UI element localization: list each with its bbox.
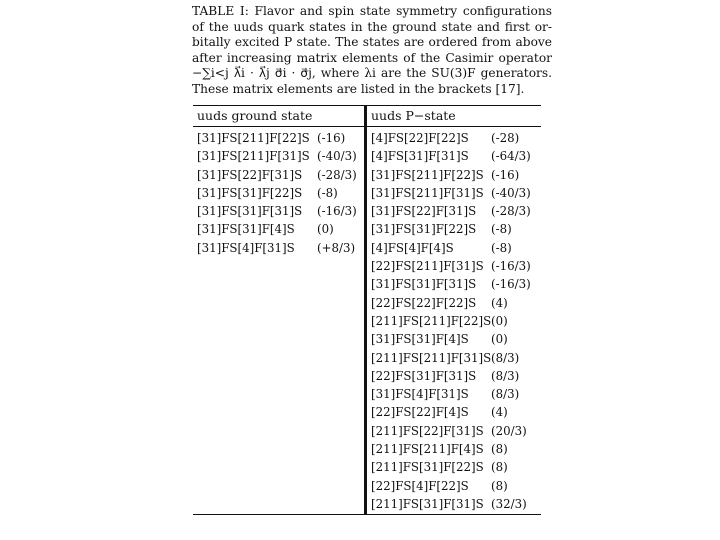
casimir-value: (-28) [491,131,520,145]
state-configuration: [211]FS[211]F[22]S [371,313,492,328]
state-configuration: [31]FS[22]F[31]S [197,167,303,182]
p-state-row [371,202,541,220]
state-configuration: [31]FS[31]F[31]S [371,277,477,292]
casimir-value: (0) [317,222,334,237]
casimir-value: (-16) [491,167,520,182]
table-header-rule [193,126,541,127]
p-state-row [371,239,541,257]
casimir-value: (32/3) [491,496,527,511]
casimir-value: (8) [491,442,508,457]
state-configuration: [31]FS[31]F[4]S [197,222,295,237]
casimir-value: (-40/3) [317,149,357,164]
casimir-value: (8) [491,460,508,475]
state-configuration: [211]FS[211]F[31]S [371,350,492,365]
caption-line-3: bitally excited P state. The states are ordered from above [192,35,552,50]
p-state-row [371,403,541,421]
casimir-value: (8/3) [491,368,520,383]
p-state-row [371,312,541,330]
p-state-row [371,367,541,385]
p-state-row [371,495,541,513]
p-state-column [371,129,541,513]
casimir-value: (-8) [317,185,338,200]
state-configuration: [31]FS[4]F[31]S [197,240,295,255]
ground-state-row [197,184,363,202]
casimir-value: (-8) [491,240,512,255]
state-configuration: [31]FS[31]F[31]S [197,204,303,219]
state-configuration: [211]FS[22]F[31]S [371,423,484,438]
state-configuration: [31]FS[211]F[31]S [371,185,484,200]
p-state-row [371,184,541,202]
state-configuration: [22]FS[22]F[22]S [371,295,477,310]
casimir-value: (8/3) [491,350,520,365]
casimir-value: (4) [491,405,508,420]
state-configuration: [22]FS[22]F[4]S [371,405,469,420]
ground-state-row [197,202,363,220]
state-configuration: [31]FS[4]F[31]S [371,387,469,402]
p-state-row [371,349,541,367]
casimir-value: (-16/3) [491,277,531,292]
ground-state-column [197,129,363,257]
state-configuration: [4]FS[22]F[22]S [371,131,469,145]
casimir-value: (-16) [317,131,346,145]
header-p-state: uuds P−state [371,108,456,123]
casimir-value: (-28/3) [317,167,357,182]
p-state-row [371,147,541,165]
state-configuration: [31]FS[22]F[31]S [371,204,477,219]
casimir-value: (4) [491,295,508,310]
p-state-row [371,129,541,147]
casimir-value: (-16/3) [317,204,357,219]
casimir-value: (-64/3) [491,149,531,164]
ground-state-row [197,129,363,147]
casimir-value: (20/3) [491,423,527,438]
casimir-value: (0) [491,313,508,328]
ground-state-row [197,147,363,165]
state-configuration: [211]FS[31]F[31]S [371,496,484,511]
p-state-row [371,477,541,495]
caption-line-1: TABLE I: Flavor and spin state symmetry configurations [192,4,552,18]
table-top-rule [193,105,541,106]
header-ground-state: uuds ground state [197,108,313,123]
state-configuration: [211]FS[31]F[22]S [371,460,484,475]
p-state-row [371,440,541,458]
caption-line-5: −∑i<j λ⃗i · λ⃗j σ⃗i · σ⃗j, where λi are the SU(3)F generators. [192,66,552,81]
state-configuration: [22]FS[211]F[31]S [371,259,484,274]
caption-line-2: of the uuds quark states in the ground state and first or- [192,19,552,34]
state-configuration: [4]FS[31]F[31]S [371,149,469,164]
casimir-value: (-16/3) [491,259,531,274]
p-state-row [371,166,541,184]
ground-state-row [197,239,363,257]
state-configuration: [31]FS[211]F[31]S [197,149,310,164]
caption-line-4: after increasing matrix elements of the Casimir operator [192,50,552,65]
casimir-value: (-40/3) [491,185,531,200]
ground-state-row [197,220,363,238]
state-configuration: [31]FS[211]F[22]S [197,131,310,145]
state-configuration: [22]FS[31]F[31]S [371,368,477,383]
state-configuration: [31]FS[211]F[22]S [371,167,484,182]
state-configuration: [31]FS[31]F[22]S [197,185,303,200]
state-configuration: [211]FS[211]F[4]S [371,442,484,457]
table-column-divider [364,105,367,515]
ground-state-row [197,166,363,184]
p-state-row [371,220,541,238]
casimir-value: (-28/3) [491,204,531,219]
p-state-row [371,385,541,403]
state-configuration: [22]FS[4]F[22]S [371,478,469,493]
p-state-row [371,330,541,348]
casimir-value: (+8/3) [317,240,356,255]
casimir-value: (8/3) [491,387,520,402]
casimir-value: (-8) [491,222,512,237]
table-bottom-rule [193,514,541,515]
state-configuration: [31]FS[31]F[4]S [371,332,469,347]
state-configuration: [4]FS[4]F[4]S [371,240,454,255]
p-state-row [371,275,541,293]
table-caption [192,4,552,98]
state-configuration: [31]FS[31]F[22]S [371,222,477,237]
casimir-value: (8) [491,478,508,493]
casimir-value: (0) [491,332,508,347]
p-state-row [371,257,541,275]
p-state-row [371,294,541,312]
caption-line-6: These matrix elements are listed in the brackets [17]. [192,81,525,96]
p-state-row [371,458,541,476]
p-state-row [371,422,541,440]
